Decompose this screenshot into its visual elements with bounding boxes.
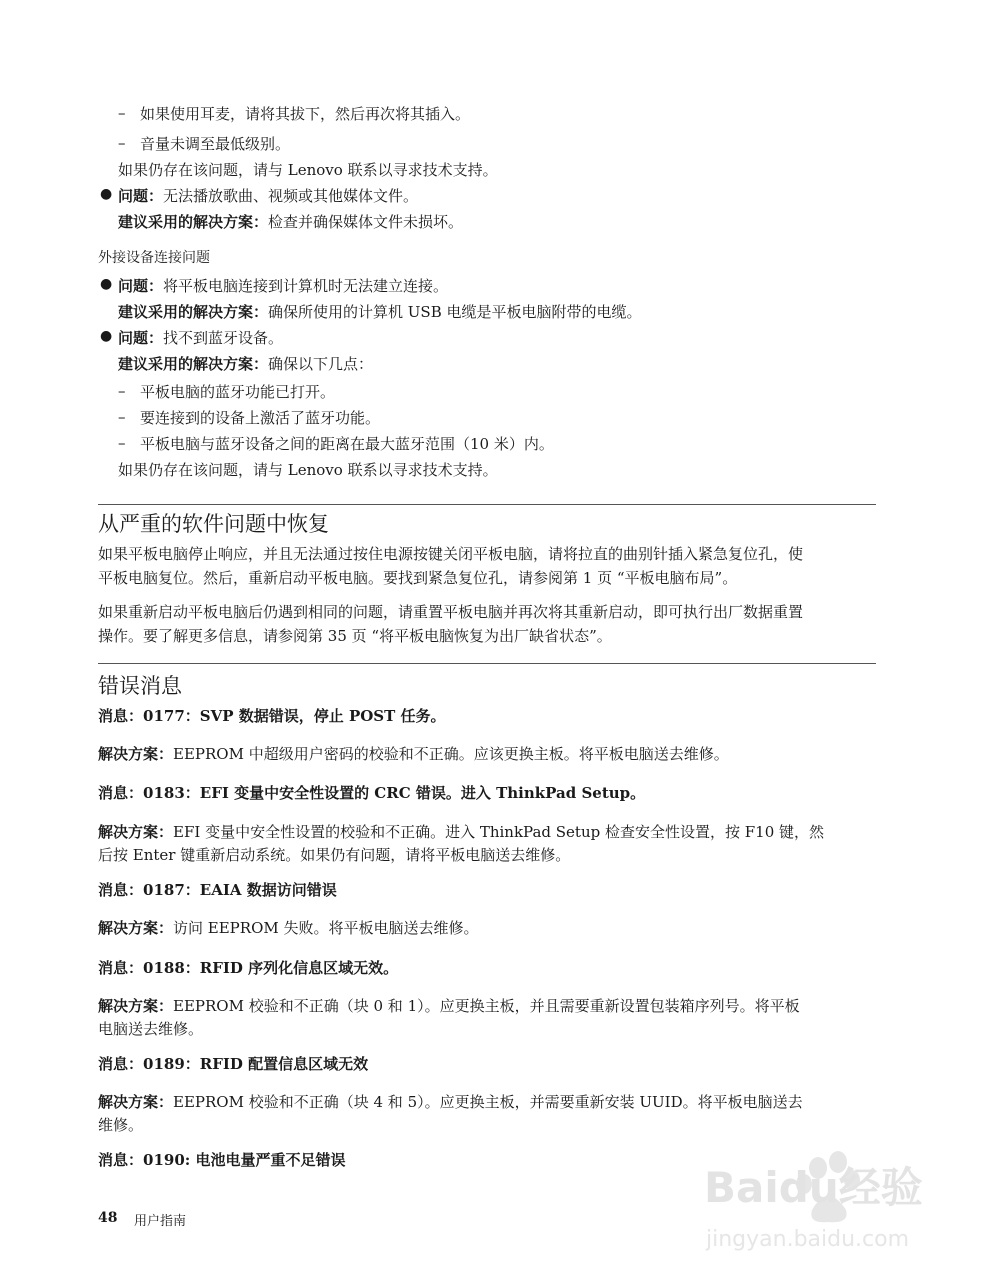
error-message: 消息：0183：EFI 变量中安全性设置的 CRC 错误。进入 ThinkPad Setup。 — [98, 784, 646, 802]
error-solution: 解决方案：EEPROM 中超级用户密码的校验和不正确。应该更换主板。将平板电脑送去维修。 — [98, 745, 729, 763]
section-divider — [98, 663, 876, 664]
error-message: 消息：0188：RFID 序列化信息区域无效。 — [98, 959, 399, 977]
error-solution-cont: 后按 Enter 键重新启动系统。如果仍有问题，请将平板电脑送去维修。 — [98, 846, 571, 864]
document-title: 用户指南 — [134, 1214, 187, 1229]
bullet-icon: ● — [100, 186, 113, 202]
error-message: 消息：0190: 电池电量严重不足错误 — [98, 1151, 346, 1169]
list-item: 要连接到的设备上激活了蓝牙功能。 — [140, 409, 381, 427]
dash-marker: – — [118, 134, 126, 152]
problem-item: 问题：将平板电脑连接到计算机时无法建立连接。 — [118, 277, 449, 295]
error-solution: 解决方案：访问 EEPROM 失败。将平板电脑送去维修。 — [98, 919, 479, 937]
error-solution-cont: 维修。 — [98, 1116, 144, 1134]
list-item: 音量未调至最低级别。 — [140, 135, 291, 153]
problem-item: 问题：找不到蓝牙设备。 — [118, 329, 284, 347]
watermark-brand: Baidu经验 — [704, 1163, 923, 1212]
paragraph-line: 如果平板电脑停止响应，并且无法通过按住电源按键关闭平板电脑，请将拉直的曲别针插入紧急复位孔，使 — [98, 545, 804, 563]
bullet-icon: ● — [100, 276, 113, 292]
list-item: 平板电脑与蓝牙设备之间的距离在最大蓝牙范围（10 米）内。 — [140, 435, 554, 453]
error-message: 消息：0189：RFID 配置信息区域无效 — [98, 1055, 369, 1073]
error-message: 消息：0177：SVP 数据错误，停止 POST 任务。 — [98, 707, 446, 725]
section-title: 从严重的软件问题中恢复 — [98, 512, 329, 536]
dash-marker: – — [118, 408, 126, 426]
section-title: 错误消息 — [98, 674, 182, 698]
paragraph-line: 如果重新启动平板电脑后仍遇到相同的问题，请重置平板电脑并再次将其重新启动，即可执行出厂数据重置 — [98, 603, 804, 621]
bullet-icon: ● — [100, 328, 113, 344]
watermark-url: jingyan.baidu.com — [706, 1227, 910, 1252]
baidu-watermark-logo — [700, 1140, 940, 1260]
error-solution: 解决方案：EEPROM 校验和不正确（块 0 和 1）。应更换主板，并且需要重新设置包装箱序列号。将平板 — [98, 997, 800, 1015]
list-item: 如果使用耳麦，请将其拔下，然后再次将其插入。 — [140, 105, 471, 123]
problem-item: 问题：无法播放歌曲、视频或其他媒体文件。 — [118, 187, 419, 205]
dash-marker: – — [118, 104, 126, 122]
error-solution: 解决方案：EFI 变量中安全性设置的校验和不正确。进入 ThinkPad Setup 检查安全性设置，按 F10 键，然 — [98, 823, 825, 841]
dash-marker: – — [118, 382, 126, 400]
dash-marker: – — [118, 434, 126, 452]
error-solution: 解决方案：EEPROM 校验和不正确（块 4 和 5）。应更换主板，并需要重新安装 UUID。将平板电脑送去 — [98, 1093, 803, 1111]
paragraph-line: 平板电脑复位。然后，重新启动平板电脑。要找到紧急复位孔，请参阅第 1 页 “平板电脑布局”。 — [98, 569, 738, 587]
subsection-heading: 外接设备连接问题 — [98, 250, 210, 266]
page-number: 48 — [98, 1210, 118, 1226]
contact-text: 如果仍存在该问题，请与 Lenovo 联系以寻求技术支持。 — [118, 461, 498, 479]
paragraph-line: 操作。要了解更多信息，请参阅第 35 页 “将平板电脑恢复为出厂缺省状态”。 — [98, 627, 612, 645]
solution-item: 建议采用的解决方案：检查并确保媒体文件未损坏。 — [118, 213, 464, 231]
error-message: 消息：0187：EAIA 数据访问错误 — [98, 881, 337, 899]
section-divider — [98, 504, 876, 505]
solution-item: 建议采用的解决方案：确保以下几点： — [118, 355, 374, 373]
error-solution-cont: 电脑送去维修。 — [98, 1020, 204, 1038]
contact-text: 如果仍存在该问题，请与 Lenovo 联系以寻求技术支持。 — [118, 161, 498, 179]
solution-item: 建议采用的解决方案：确保所使用的计算机 USB 电缆是平板电脑附带的电缆。 — [118, 303, 642, 321]
list-item: 平板电脑的蓝牙功能已打开。 — [140, 383, 336, 401]
